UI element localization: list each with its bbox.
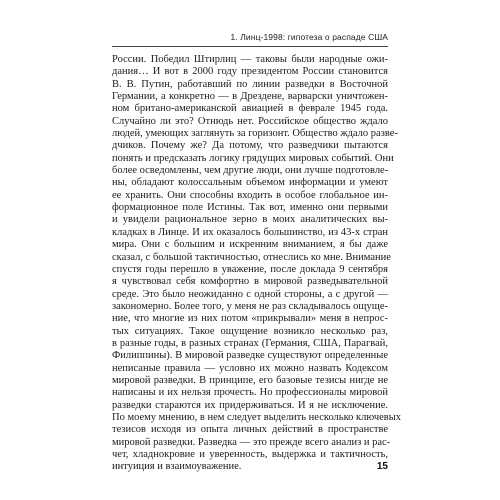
- text-line: мировой разведки. В принципе, его базовые тезисы нигде не: [112, 374, 388, 386]
- text-line: сказал, с большой тактичностью, отнеслись ко мне. Внимание: [112, 251, 391, 263]
- text-line: в разные годы, в разных странах (Германия, США, Парагвай,: [112, 337, 388, 349]
- text-line: ее хранить. Они способны входить в особое глобальное ин-: [112, 189, 388, 201]
- text-line: более осведомлены, чем другие люди, они лучше подготовле-: [112, 165, 389, 177]
- text-line: Филиппины). В мировой разведке существуют определенные: [112, 350, 388, 362]
- text-line: формационное поле Истины. Так вот, именно они первыми: [112, 202, 388, 214]
- text-line: дания… И вот в 2000 году президентом России становится: [112, 66, 388, 78]
- text-line: неписаные правила — условно их можно назвать Кодексом: [112, 362, 388, 374]
- text-line-last: интуиция и взаимоуважение.: [112, 461, 242, 473]
- text-line: разведки стараются их придерживаться. И я не исключение.: [112, 399, 388, 411]
- text-line: Случайно ли это? Отнюдь нет. Российское общество ждало: [112, 115, 388, 127]
- text-line: ние, что многие из них потом «прикрывали» меня в непрос-: [112, 313, 388, 325]
- text-line: понять и предсказать логику грядущих мировых событий. Они: [112, 152, 394, 164]
- text-line: России. Победил Штирлиц — таковы были народные ожи-: [112, 54, 388, 65]
- text-line: и увидели рациональное зерно в моих аналитических вы-: [112, 214, 388, 226]
- header-rule: [112, 46, 388, 47]
- running-header: 1. Линц-1998: гипотеза о распаде США: [230, 32, 388, 42]
- text-line: чет, хладнокровие и уверенность, выдержка и тактичность,: [112, 449, 388, 460]
- text-line: написаны и их нельзя прочесть. Но профессионалы мировой: [112, 387, 388, 399]
- text-line: Германии, а конкретно — в Дрездене, варварски уничтожен-: [112, 91, 388, 103]
- text-line: людей, умеющих заглянуть за горизонт. Общество ждало разве-: [112, 128, 398, 140]
- text-line: спустя годы перешло в уважение, после доклада 9 сентября: [112, 263, 388, 275]
- text-line: тых ситуациях. Такое ощущение возникло несколько раз,: [112, 325, 388, 337]
- text-line: тезисов исходя из опыта личных действий в пространстве: [112, 424, 388, 436]
- text-line: закономерно. Более того, у меня не раз складывалось ощуще-: [112, 300, 388, 312]
- text-line: мировой разведки. Разведка — это прежде всего анализ и рас-: [112, 436, 391, 448]
- text-line: я чувствовал себя комфортно в мировой разведывательной: [112, 276, 388, 288]
- text-line: мира. Они с большим и искренним вниманием, я бы даже: [112, 239, 388, 251]
- page-number: 15: [376, 461, 388, 472]
- body-text: [112, 54, 402, 474]
- text-line: ны, обладают колоссальным объемом информации и умеют: [112, 177, 388, 189]
- text-line: кладках в Линце. И их оказалось большинство, из 43-х стран: [112, 226, 388, 238]
- text-line: среде. Это было неожиданно с одной стороны, а с другой —: [112, 288, 388, 300]
- text-line: ном британо-американской авиацией в феврале 1945 года.: [112, 103, 388, 115]
- text-line: дчиков. Почему же? Да потому, что разведчики пытаются: [112, 140, 388, 152]
- text-line: В. В. Путин, работавший по линии разведки в Восточной: [112, 78, 388, 90]
- text-line: По моему мнению, в нем следует выделить несколько ключевых: [112, 411, 402, 423]
